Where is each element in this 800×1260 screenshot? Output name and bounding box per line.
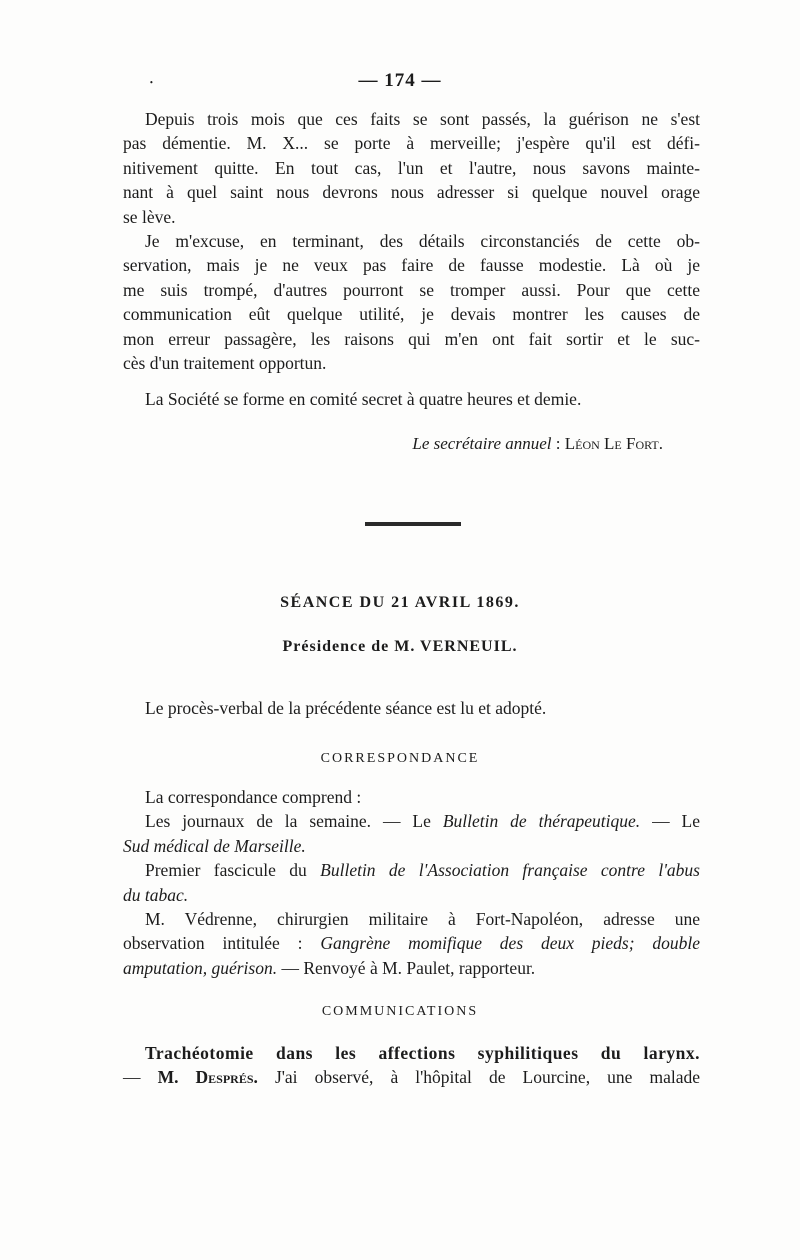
correspondance-block bbox=[123, 785, 700, 980]
text-line: se lève. bbox=[123, 206, 176, 227]
signature-role: Le secrétaire annuel bbox=[412, 434, 552, 453]
journal-title: Sud médical de Marseille. bbox=[123, 835, 306, 856]
text-line bbox=[123, 956, 700, 980]
signature-separator: : bbox=[551, 434, 565, 453]
correspondance-intro: La correspondance comprend : bbox=[145, 787, 362, 807]
vedrenne-text: M. Védrenne, chirurgien militaire à Fort-Napoléon, adresse une bbox=[145, 909, 700, 930]
text-line bbox=[123, 785, 700, 809]
text-line bbox=[123, 858, 700, 882]
signature-line bbox=[412, 434, 663, 454]
bulletin-title: Bulletin de l'Association française contre l'abus bbox=[320, 860, 700, 881]
page-header bbox=[0, 70, 800, 92]
seance-title: SÉANCE DU 21 AVRIL 1869. bbox=[280, 594, 520, 611]
paragraph-comite-secret bbox=[123, 387, 700, 411]
observation-title: amputation, guérison. bbox=[123, 957, 278, 978]
text-line bbox=[123, 907, 700, 931]
header-dot: • bbox=[150, 78, 154, 87]
text-line bbox=[123, 834, 700, 858]
communication-author: M. Després. bbox=[157, 1067, 258, 1088]
communication-text: J'ai observé, à l'hôpital de Lourcine, une malade bbox=[257, 1067, 700, 1088]
communication-block bbox=[123, 1041, 700, 1090]
text-line bbox=[123, 883, 700, 907]
correspondance-heading: CORRESPONDANCE bbox=[320, 751, 480, 766]
paragraph-excuse bbox=[123, 229, 700, 375]
text-line: mon erreur passagère, les raisons qui m'en ont fait sortir et le suc- bbox=[123, 328, 700, 349]
text-line: pas démentie. M. X... se porte à merveille; j'espère qu'il est défi- bbox=[123, 133, 700, 154]
text-line: communication eût quelque utilité, je devais montrer les causes de bbox=[123, 304, 700, 325]
communications-heading: COMMUNICATIONS bbox=[321, 1004, 479, 1019]
paragraph-guerison bbox=[123, 107, 700, 229]
text-line: Depuis trois mois que ces faits se sont passés, la guérison ne s'est bbox=[145, 109, 700, 129]
communication-dash: — bbox=[123, 1067, 158, 1088]
fascicule-text: Premier fascicule du bbox=[145, 860, 321, 881]
communication-title: Trachéotomie dans les affections syphilitiques du larynx. bbox=[145, 1043, 700, 1063]
bulletin-title: du tabac. bbox=[123, 884, 189, 905]
text-line: nant à quel saint nous devrons nous adresser si quelque nouvel orage bbox=[123, 182, 700, 203]
text-line: La Société se forme en comité secret à quatre heures et demie. bbox=[145, 389, 582, 409]
text-line: me suis trompé, d'autres pourront se tromper aussi. Pour que cette bbox=[123, 279, 700, 300]
vedrenne-text: observation intitulée : bbox=[123, 933, 321, 954]
text-line: nitivement quitte. En tout cas, l'un et l'autre, nous savons mainte- bbox=[123, 157, 700, 178]
observation-title: Gangrène momifique des deux pieds; double bbox=[320, 933, 701, 954]
proces-verbal-line: Le procès-verbal de la précédente séance est lu et adopté. bbox=[145, 698, 547, 718]
text-line bbox=[123, 931, 700, 955]
text-line bbox=[123, 809, 700, 833]
text-line: Je m'excuse, en terminant, des détails circonstanciés de cette ob- bbox=[145, 231, 700, 251]
journal-title: Bulletin de thérapeutique. bbox=[442, 811, 641, 832]
text-line bbox=[123, 1065, 700, 1089]
text-line: servation, mais je ne veux pas faire de fausse modestie. Là où je bbox=[123, 255, 700, 276]
vedrenne-text: — Renvoyé à M. Paulet, rapporteur. bbox=[277, 957, 536, 978]
page-number: — 174 — bbox=[358, 70, 442, 91]
text-line: cès d'un traitement opportun. bbox=[123, 353, 327, 374]
presidence-line: Présidence de M. VERNEUIL. bbox=[282, 638, 518, 655]
journaux-text: Les journaux de la semaine. — Le bbox=[145, 811, 443, 832]
journaux-text: — Le bbox=[640, 811, 700, 832]
signature-name: Léon Le Fort. bbox=[564, 434, 663, 453]
section-divider bbox=[365, 522, 461, 526]
